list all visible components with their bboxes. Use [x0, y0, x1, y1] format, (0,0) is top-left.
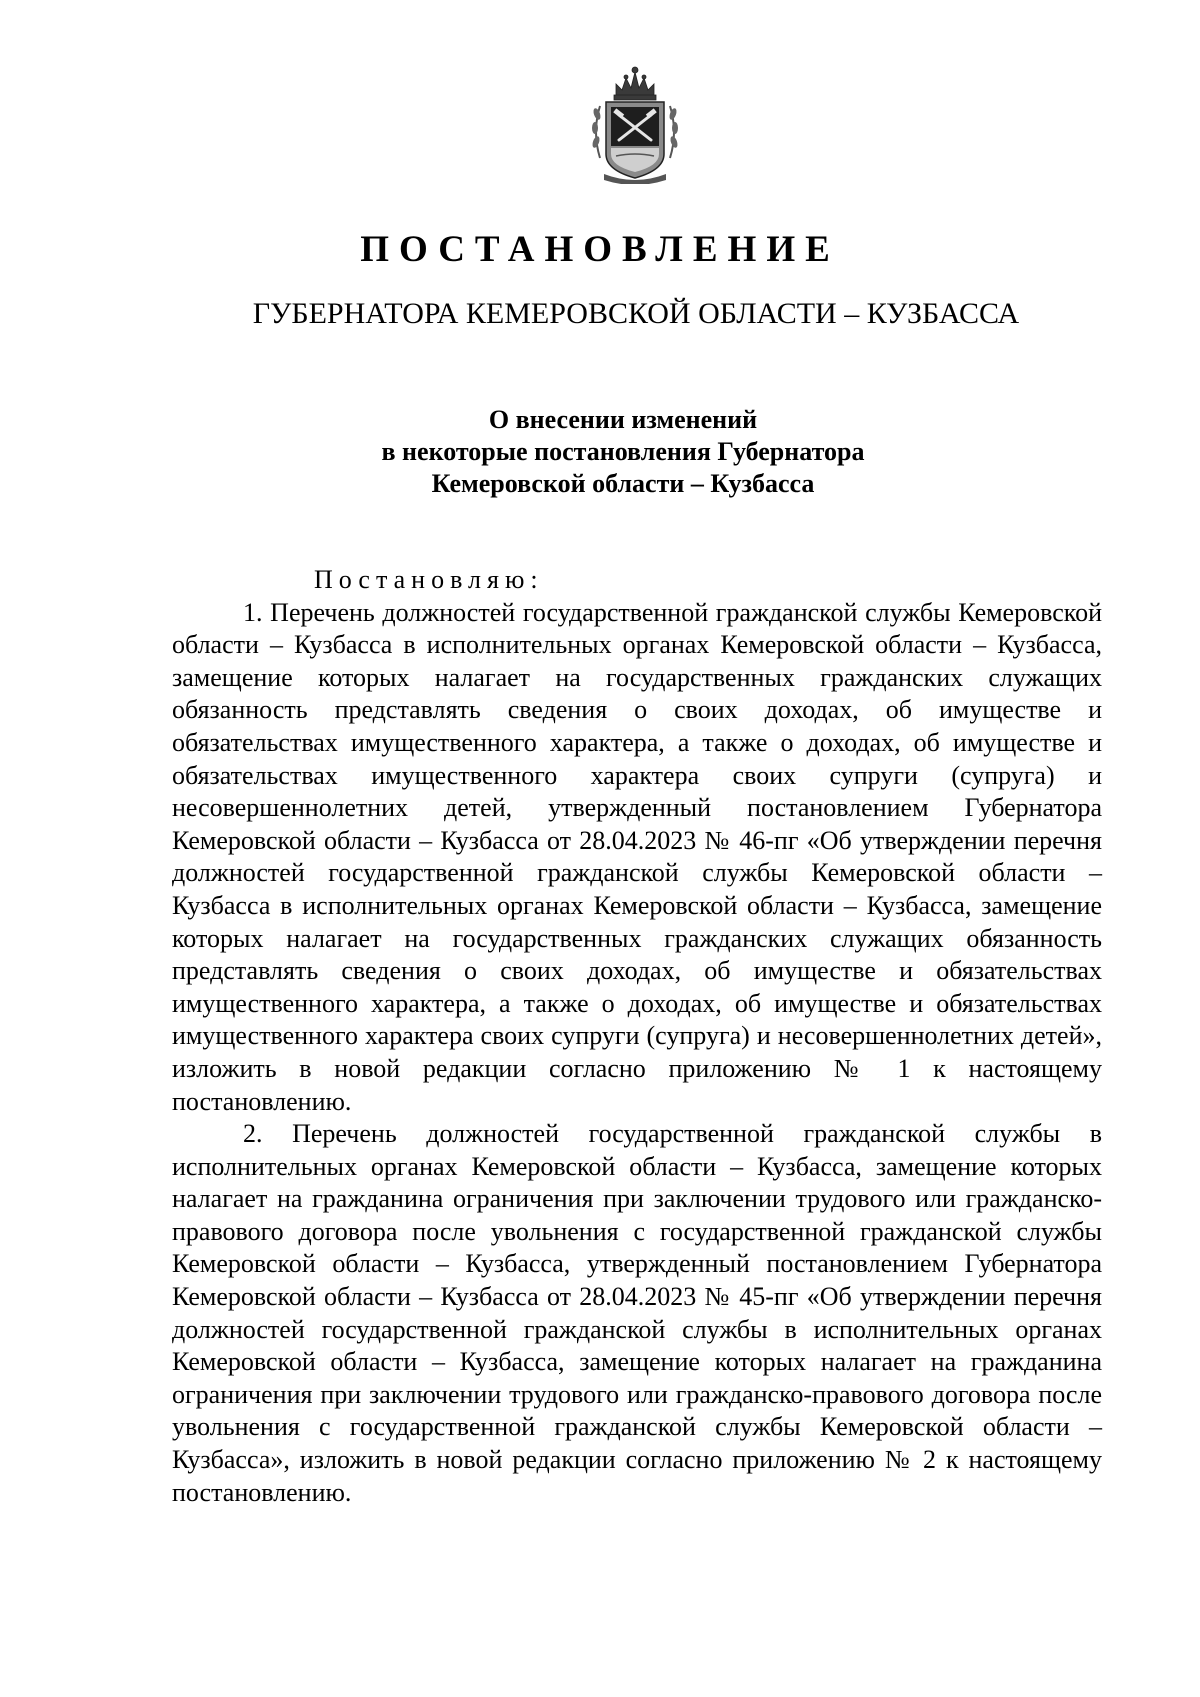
- subject-line: в некоторые постановления Губернатора: [381, 437, 865, 466]
- body-paragraph: 1. Перечень должностей государственной гражданской службы Кемеровской области – Кузбасса в исполнительных органах Кемеровской области – Кузбасса, замещение которых налагает на государственных гражданских служащих обязанность представлять сведения о своих доходах, об имуществе и обязательствах имущественного характера, а также о доходах, об имуществе и обязательствах имущественного характера своих супруги (супруга) и несовершеннолетних детей, утвержденный постановлением Губернатора Кемеровской области – Кузбасса от 28.04.2023 № 46-пг «Об утверждении перечня должностей государственной гражданской службы Кемеровской области – Кузбасса в исполнительных органах Кемеровской области – Кузбасса, замещение которых налагает на государственных гражданских служащих обязанность представлять сведения о своих доходах, об имуществе и обязательствах имущественного характера, а также о доходах, об имуществе и обязательствах имущественного характера своих супруги (супруга) и несовершеннолетних детей», изложить в новой редакции согласно приложению № 1 к настоящему постановлению.: [172, 597, 1102, 1116]
- body-paragraph: 2. Перечень должностей государственной гражданской службы в исполнительных органах Кемеровской области – Кузбасса, замещение которых налагает на гражданина ограничения при заключении трудового или гражданско-правового договора после увольнения с государственной гражданской службы Кемеровской области – Кузбасса, утвержденный постановлением Губернатора Кемеровской области – Кузбасса от 28.04.2023 № 45-пг «Об утверждении перечня должностей государственной гражданской службы в исполнительных органах Кемеровской области – Кузбасса, замещение которых налагает на гражданина ограничения при заключении трудового или гражданско-правового договора после увольнения с государственной гражданской службы Кемеровской области – Кузбасса», изложить в новой редакции согласно приложению № 2 к настоящему постановлению.: [172, 1119, 1102, 1507]
- subject-line: О внесении изменений: [488, 405, 758, 434]
- subject-line: Кемеровской области – Кузбасса: [431, 469, 815, 498]
- document-subject: [0, 404, 1200, 500]
- document-issuer: ГУБЕРНАТОРА КЕМЕРОВСКОЙ ОБЛАСТИ – КУЗБАССА: [252, 297, 1020, 330]
- decree-word: Постановляю:: [314, 565, 544, 594]
- coat-of-arms-icon: [586, 62, 684, 184]
- document-body: [172, 564, 1102, 1509]
- document-type-title: ПОСТАНОВЛЕНИЕ: [360, 229, 840, 270]
